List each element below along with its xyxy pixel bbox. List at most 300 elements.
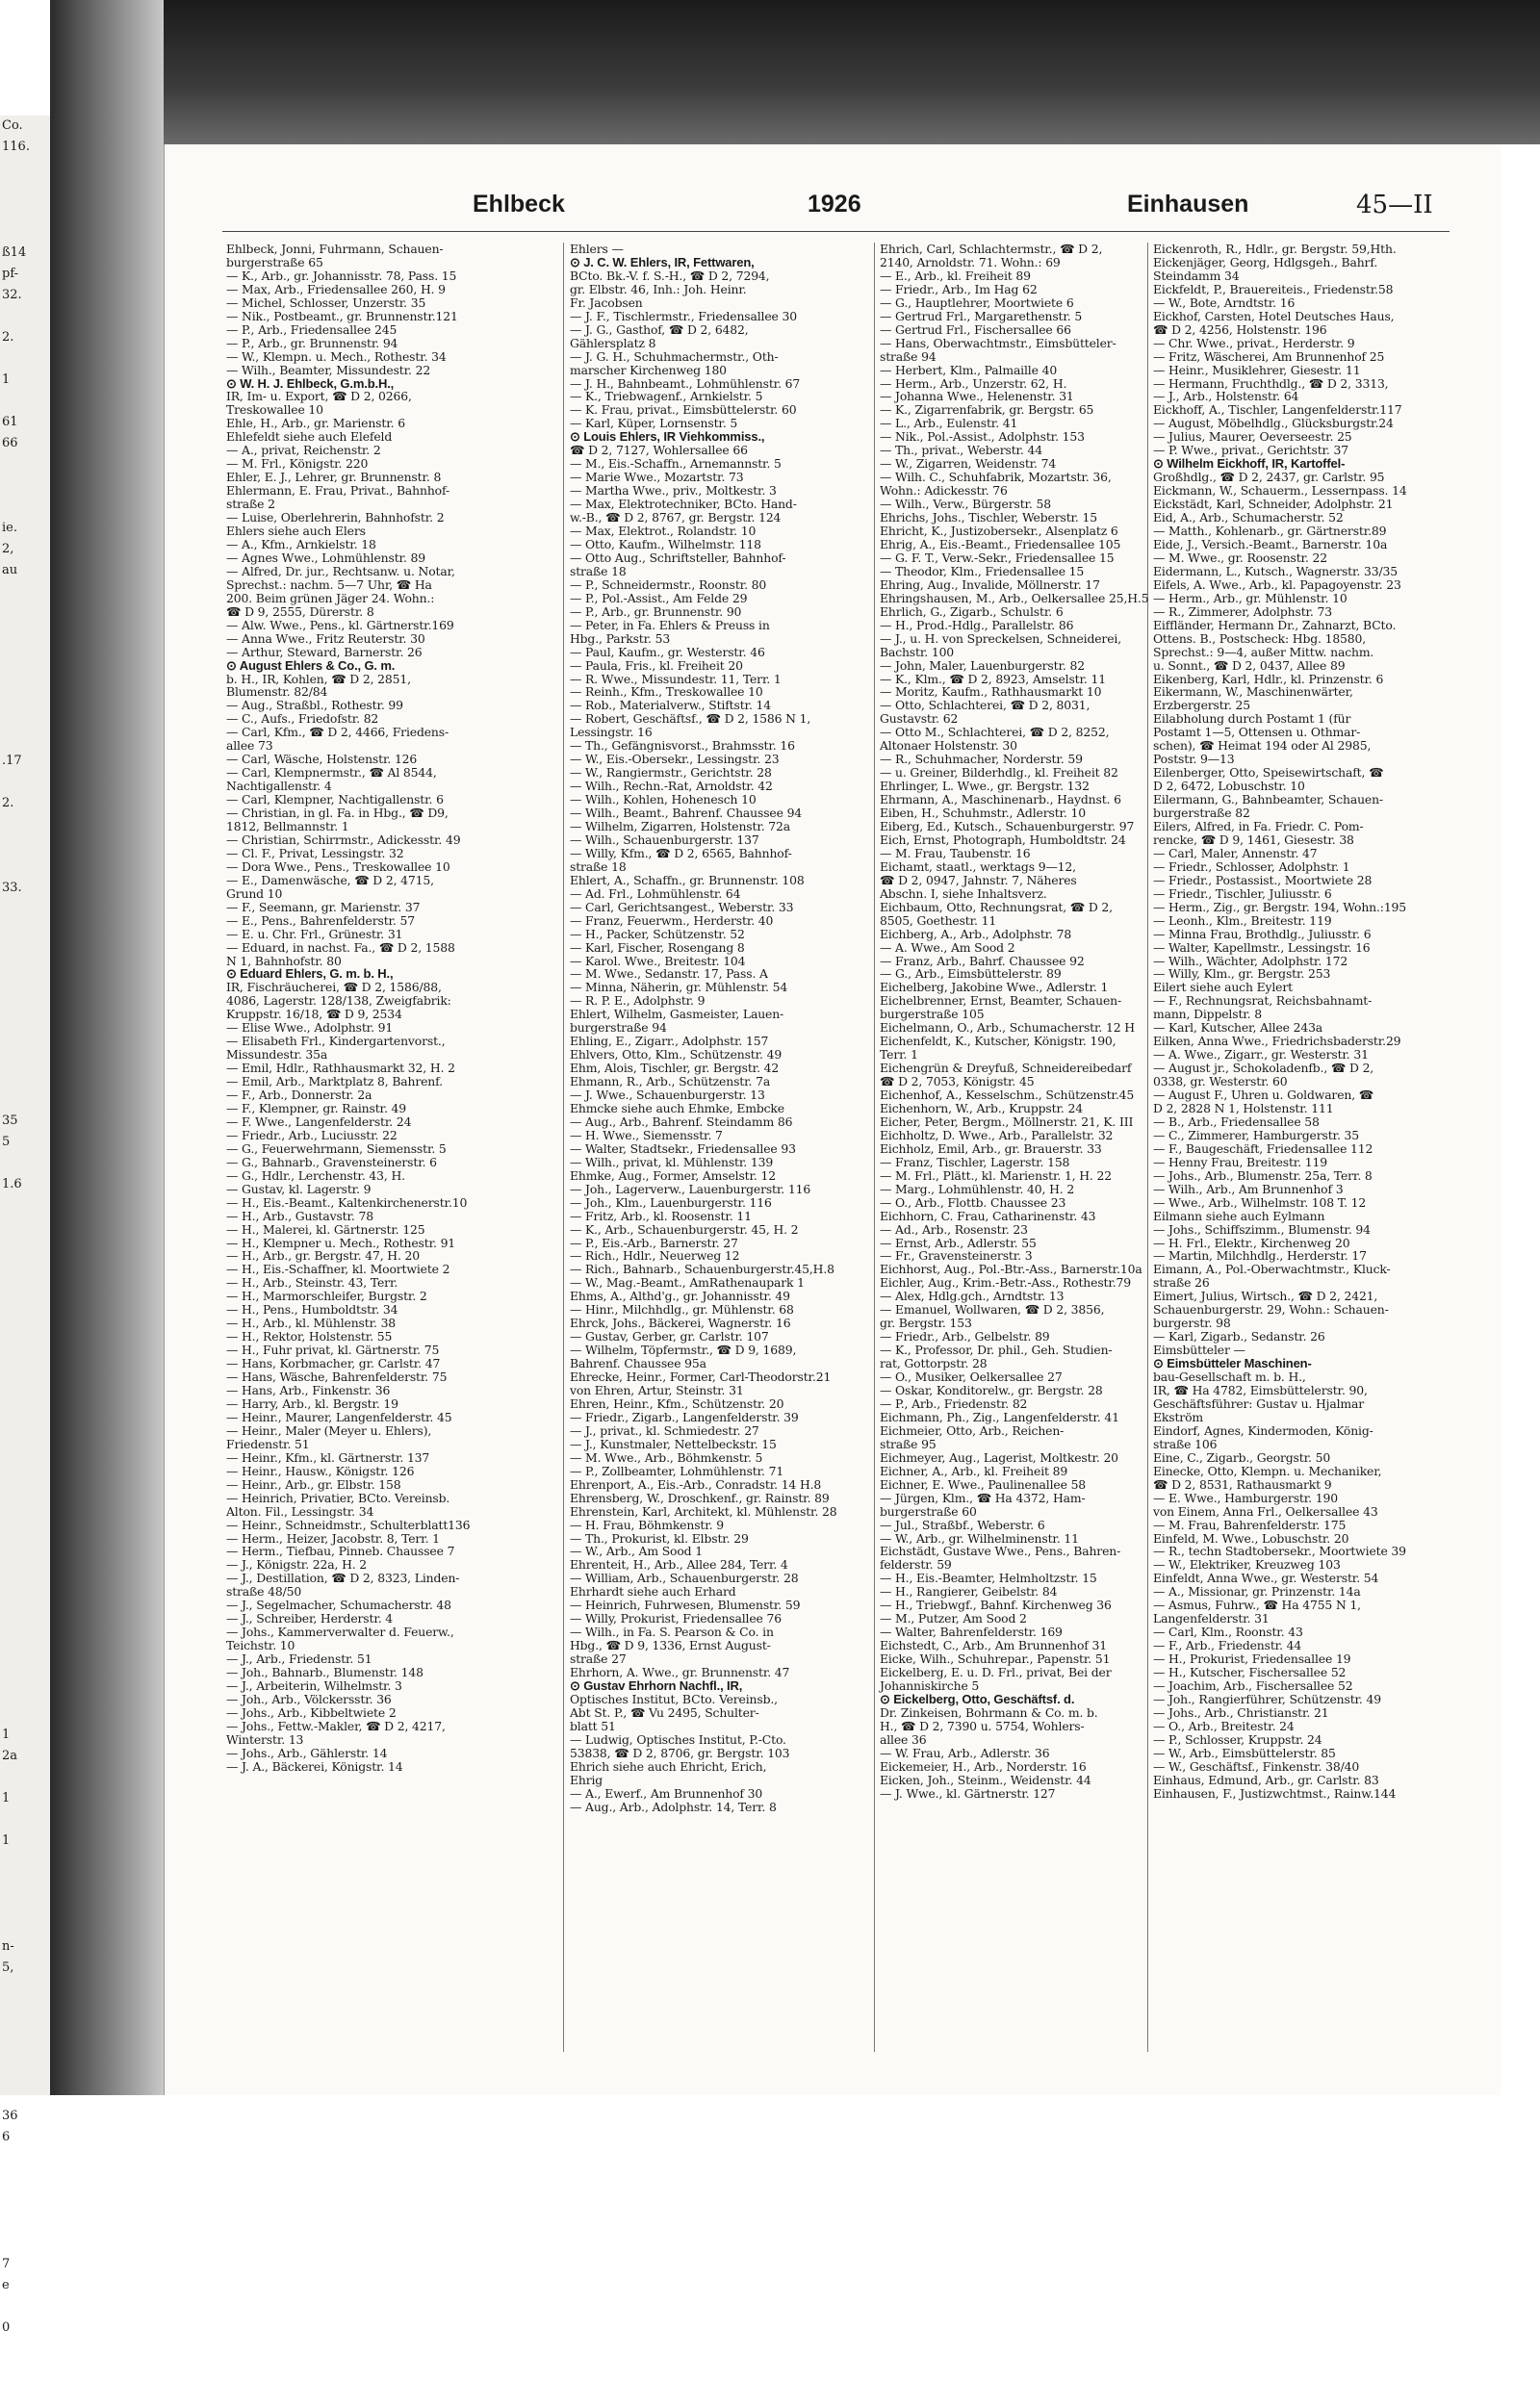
directory-entry: Einfeld, M. Wwe., Lobuschstr. 20 xyxy=(1153,1530,1349,1546)
directory-entry: — Marg., Lohmühlenstr. 40, H. 2 xyxy=(880,1181,1075,1196)
directory-entry: Abschn. I, siehe Inhaltsverz. xyxy=(880,885,1047,901)
directory-entry: burgerstr. 98 xyxy=(1153,1316,1231,1331)
directory-entry: IR, Fischräucherei, ☎ D 2, 1586/88, xyxy=(226,980,442,995)
directory-entry: — Johs., Fettw.-Makler, ☎ D 2, 4217, xyxy=(226,1718,446,1733)
directory-entry: — John, Maler, Lauenburgerstr. 82 xyxy=(880,657,1085,673)
directory-entry: 8505, Goethestr. 11 xyxy=(880,912,997,928)
directory-entry: Ehrenstein, Karl, Architekt, kl. Mühlenstr. 28 xyxy=(570,1503,837,1519)
directory-entry: — M. Wwe., Arb., Böhmkenstr. 5 xyxy=(570,1449,763,1465)
directory-entry: Einecke, Otto, Klempn. u. Mechaniker, xyxy=(1153,1463,1382,1478)
directory-entry: — W., Mag.-Beamt., AmRathenaupark 1 xyxy=(570,1275,805,1291)
directory-entry: — Gustav, Gerber, gr. Carlstr. 107 xyxy=(570,1329,769,1344)
directory-entry: burgerstraße 60 xyxy=(880,1503,977,1519)
directory-entry: burgerstraße 94 xyxy=(570,1020,667,1036)
directory-entry: — Ludwig, Optisches Institut, P.-Cto. xyxy=(570,1731,786,1747)
directory-entry: — W., Eis.-Obersekr., Lessingstr. 23 xyxy=(570,752,780,767)
directory-entry: Alton. Fil., Lessingstr. 34 xyxy=(226,1503,374,1519)
directory-entry: — Anna Wwe., Fritz Reuterstr. 30 xyxy=(226,630,425,646)
directory-entry: — J., Schreiber, Herderstr. 4 xyxy=(226,1611,394,1626)
directory-entry: Eickmann, W., Schauerm., Lessernpass. 14 xyxy=(1153,483,1407,499)
directory-entry: — F., Baugeschäft, Friedensallee 112 xyxy=(1153,1140,1373,1156)
facing-page-text xyxy=(0,2190,50,2212)
directory-entry: Ehms, A., Althd'g., gr. Johannisstr. 49 xyxy=(570,1289,790,1304)
directory-entry: — Matth., Kohlenarb., gr. Gärtnerstr.89 xyxy=(1153,524,1387,539)
directory-entry: — A., Ewerf., Am Brunnenhof 30 xyxy=(570,1785,763,1801)
directory-entry: — L., Arb., Eulenstr. 41 xyxy=(880,416,1018,431)
directory-column-4 xyxy=(1153,243,1473,2052)
directory-entry: — P., Zollbeamter, Lohmühlenstr. 71 xyxy=(570,1463,784,1478)
directory-entry: — Wilh., Arb., Am Brunnenhof 3 xyxy=(1153,1181,1344,1196)
directory-entry: — J., Kunstmaler, Nettelbeckstr. 15 xyxy=(570,1436,777,1451)
directory-entry: — Rich., Bahnarb., Schauenburgerstr.45,H.8 xyxy=(570,1262,834,1277)
directory-entry: Ehle, H., Arb., gr. Marienstr. 6 xyxy=(226,416,405,431)
directory-entry: — R. P. E., Adolphstr. 9 xyxy=(570,993,706,1009)
directory-entry: — Asmus, Fuhrw., ☎ Ha 4755 N 1, xyxy=(1153,1598,1361,1613)
facing-page-text: 36 xyxy=(2,2109,18,2123)
directory-entry: straße 18 xyxy=(570,563,627,578)
directory-entry: — Otto, Kaufm., Wilhelmstr. 118 xyxy=(570,536,761,551)
facing-page-text xyxy=(0,2085,50,2106)
directory-entry: — Friedr., Tischler, Juliusstr. 6 xyxy=(1153,885,1332,901)
scan-top-shadow xyxy=(50,0,1540,144)
directory-entry: — Christian, Schirrmstr., Adickesstr. 49 xyxy=(226,832,461,847)
directory-entry: — Wilh., in Fa. S. Pearson & Co. in xyxy=(570,1625,774,1640)
directory-entry: — J. F., Tischlermstr., Friedensallee 30 xyxy=(570,308,797,323)
directory-entry: Ehring, Aug., Invalide, Möllnerstr. 17 xyxy=(880,576,1100,592)
directory-entry: — Paul, Kaufm., gr. Westerstr. 46 xyxy=(570,644,765,659)
directory-entry: — Otto M., Schlachterei, ☎ D 2, 8252, xyxy=(880,725,1110,740)
directory-entry: — Michel, Schlosser, Unzerstr. 35 xyxy=(226,294,426,310)
directory-entry: straße 106 xyxy=(1153,1436,1218,1451)
directory-entry: Gustavstr. 62 xyxy=(880,711,959,727)
facing-page-text: 35 xyxy=(2,1114,18,1128)
directory-entry: — Johs., Arb., Kibbeltwiete 2 xyxy=(226,1704,397,1720)
directory-entry: — M. Frau, Bahrenfelderstr. 175 xyxy=(1153,1517,1347,1532)
directory-entry: Eikenberg, Karl, Hdlr., kl. Prinzenstr. 6 xyxy=(1153,671,1384,686)
directory-entry: — Harry, Arb., kl. Bergstr. 19 xyxy=(226,1395,398,1411)
directory-entry: Eilken, Anna Wwe., Friedrichsbaderstr.29 xyxy=(1153,1034,1401,1049)
facing-page-text xyxy=(0,1513,50,1534)
directory-entry: Eikermann, W., Maschinenwärter, xyxy=(1153,684,1353,700)
directory-entry: — M. Frau, Taubenstr. 16 xyxy=(880,845,1031,860)
directory-entry: Eickhof, Carsten, Hotel Deutsches Haus, xyxy=(1153,308,1395,323)
directory-entry: Ehrhardt siehe auch Erhard xyxy=(570,1584,736,1600)
directory-entry: — Elisabeth Frl., Kindergartenvorst., xyxy=(226,1034,446,1049)
facing-page-text xyxy=(0,1555,50,1576)
directory-entry: — M. Wwe., Sedanstr. 17, Pass. A xyxy=(570,966,768,982)
directory-entry: — P., Schneidermstr., Roonstr. 80 xyxy=(570,576,767,592)
directory-entry: Eichamt, staatl., werktags 9—12, xyxy=(880,858,1076,874)
facing-page-text xyxy=(0,962,50,984)
directory-entry: Postamt 1—5, Ottensen u. Othmar- xyxy=(1153,725,1361,740)
directory-entry: Hbg., Parkstr. 53 xyxy=(570,630,671,646)
directory-entry: Optisches Institut, BCto. Vereinsb., xyxy=(570,1691,778,1706)
directory-entry: Eickhoff, A., Tischler, Langenfelderstr.117 xyxy=(1153,402,1402,418)
facing-page-text xyxy=(0,581,50,602)
directory-entry: Eickelberg, E. u. D. Frl., privat, Bei der xyxy=(880,1665,1112,1680)
directory-entry: Terr. 1 xyxy=(880,1047,918,1062)
directory-entry: Eichholz, Emil, Arb., gr. Brauerstr. 33 xyxy=(880,1140,1102,1156)
column-divider xyxy=(563,243,564,2052)
directory-entry: — J., Arbeiterin, Wilhelmstr. 3 xyxy=(226,1677,402,1693)
directory-entry: — J. G. H., Schuhmachermstr., Oth- xyxy=(570,348,779,364)
directory-entry: — M. Frl., Plätt., kl. Marienstr. 1, H. 22 xyxy=(880,1167,1112,1183)
page-header xyxy=(165,191,1501,223)
directory-entry: Bahrenf. Chaussee 95a xyxy=(570,1356,706,1371)
facing-page-text: 33. xyxy=(2,881,22,895)
directory-entry: — Johs., Schiffszimm., Blumenstr. 94 xyxy=(1153,1221,1371,1237)
directory-entry: — Oskar, Konditorelw., gr. Bergstr. 28 xyxy=(880,1383,1103,1398)
directory-entry: — J., u. H. von Spreckelsen, Schneiderei, xyxy=(880,630,1121,646)
directory-entry: — Martin, Milchhdlg., Herderstr. 17 xyxy=(1153,1248,1367,1264)
directory-entry: — Hermann, Fruchthdlg., ☎ D 2, 3313, xyxy=(1153,375,1389,391)
directory-entry: 2140, Arnoldstr. 71. Wohn.: 69 xyxy=(880,254,1061,269)
directory-entry: — Hans, Korbmacher, gr. Carlstr. 47 xyxy=(226,1356,441,1371)
directory-entry: Eichberg, A., Arb., Adolphstr. 78 xyxy=(880,926,1072,941)
facing-page-text: .17 xyxy=(2,754,22,768)
facing-page-text: 0 xyxy=(2,2320,11,2335)
facing-page-text xyxy=(0,1471,50,1492)
directory-entry: Lessingstr. 16 xyxy=(570,725,653,740)
directory-entry: — Th., Gefängnisvorst., Brahmsstr. 16 xyxy=(570,738,795,754)
directory-entry: — H., Eis.-Beamter, Helmholtzstr. 15 xyxy=(880,1571,1097,1586)
directory-entry: Abt St. P., ☎ Vu 2495, Schulter- xyxy=(570,1704,759,1720)
directory-entry: Sprechst.: nachm. 5—7 Uhr, ☎ Ha xyxy=(226,576,432,592)
directory-entry: — P., Arb., Friedensallee 245 xyxy=(226,321,398,337)
directory-entry: blatt 51 xyxy=(570,1718,616,1733)
directory-entry: — R., techn Stadtobersekr., Moortwiete 39 xyxy=(1153,1544,1406,1559)
directory-entry: — O., Musiker, Oelkersallee 27 xyxy=(880,1370,1063,1385)
directory-entry: Eilers, Alfred, in Fa. Friedr. C. Pom- xyxy=(1153,818,1364,833)
directory-entry: Fr. Jacobsen xyxy=(570,294,643,310)
header-first-name: Ehlbeck xyxy=(473,191,565,218)
directory-entry: Ehlefeldt siehe auch Elefeld xyxy=(226,429,393,445)
facing-page-text: 2. xyxy=(2,330,14,345)
facing-page-text: 7 xyxy=(2,2257,11,2271)
directory-entry: — Carl, Wäsche, Holstenstr. 126 xyxy=(226,752,418,767)
directory-entry: — M., Putzer, Am Sood 2 xyxy=(880,1611,1027,1626)
directory-column-1 xyxy=(226,243,546,2052)
directory-entry: — G. F. T., Verw.-Sekr., Friedensallee 15 xyxy=(880,550,1115,565)
directory-entry: — Henny Frau, Breitestr. 119 xyxy=(1153,1154,1327,1169)
facing-page-text xyxy=(0,2169,50,2190)
facing-page-text xyxy=(0,1026,50,1047)
directory-entry: — Ad. Frl., Lohmühlenstr. 64 xyxy=(570,885,741,901)
facing-page-text: 1 xyxy=(2,372,11,387)
directory-entry: — Elise Wwe., Adolphstr. 91 xyxy=(226,1020,394,1036)
directory-entry: BCto. Bk.-V. f. S.-H., ☎ D 2, 7294, xyxy=(570,268,770,283)
directory-entry: ☎ D 2, 0947, Jahnstr. 7, Näheres xyxy=(880,872,1077,887)
directory-entry: Eid, A., Arb., Schumacherstr. 52 xyxy=(1153,510,1344,525)
directory-entry: u. Sonnt., ☎ D 2, 0437, Allee 89 xyxy=(1153,657,1346,673)
directory-entry: — Wilhelm, Töpfermstr., ☎ D 9, 1689, xyxy=(570,1343,797,1358)
facing-page-text: ß14 xyxy=(2,245,27,260)
directory-entry: Altonaer Holstenstr. 30 xyxy=(880,738,1017,754)
directory-entry: IR, ☎ Ha 4782, Eimsbüttelerstr. 90, xyxy=(1153,1383,1368,1398)
facing-page-text xyxy=(0,1852,50,1873)
directory-entry: — H., Prokurist, Friedensallee 19 xyxy=(1153,1651,1351,1667)
directory-entry: — R., Zimmerer, Adolphstr. 73 xyxy=(1153,603,1332,619)
directory-entry: — Dora Wwe., Pens., Treskowallee 10 xyxy=(226,858,450,874)
directory-entry: — Heinr., Maler (Meyer u. Ehlers), xyxy=(226,1422,432,1438)
directory-entry: Eide, J., Versich.-Beamt., Barnerstr. 10a xyxy=(1153,536,1388,551)
directory-entry: — G., Arb., Eimsbüttelerstr. 89 xyxy=(880,966,1062,982)
facing-page-text: 5 xyxy=(2,1135,11,1149)
directory-entry: — E., Pens., Bahrenfelderstr. 57 xyxy=(226,912,415,928)
directory-entry: — H., Kutscher, Fischersallee 52 xyxy=(1153,1665,1347,1680)
facing-page-text: 1 xyxy=(2,1791,11,1805)
facing-page-text xyxy=(0,1809,50,1831)
directory-entry: — Karol. Wwe., Breitestr. 104 xyxy=(570,953,746,968)
directory-entry: — Hans, Wäsche, Bahrenfelderstr. 75 xyxy=(226,1370,448,1385)
directory-entry: — Joh., Bahnarb., Blumenstr. 148 xyxy=(226,1665,424,1680)
directory-entry: Nachtigallenstr. 4 xyxy=(226,779,332,794)
facing-page-text xyxy=(0,941,50,962)
directory-entry: — Carl, Maler, Annenstr. 47 xyxy=(1153,845,1318,860)
directory-entry: — H., Arb., Steinstr. 43, Terr. xyxy=(226,1275,398,1291)
directory-entry: Großhdlg., ☎ D 2, 2437, gr. Carlstr. 95 xyxy=(1153,470,1385,485)
directory-entry: — Karl, Fischer, Rosengang 8 xyxy=(570,939,745,955)
directory-entry: Ehrich siehe auch Ehricht, Erich, xyxy=(570,1758,767,1774)
directory-entry: — Rob., Materialverw., Stiftstr. 14 xyxy=(570,698,771,713)
directory-entry: Eimsbütteler — xyxy=(1153,1343,1245,1358)
directory-entry: — Theodor, Klm., Friedensallee 15 xyxy=(880,563,1085,578)
directory-entry: — G., Feuerwehrmann, Siemensstr. 5 xyxy=(226,1140,447,1156)
directory-entry: ☎ D 9, 2555, Dürerstr. 8 xyxy=(226,603,374,619)
directory-entry: — Heinr., Kfm., kl. Gärtnerstr. 137 xyxy=(226,1449,430,1465)
directory-entry: Eichelbrenner, Ernst, Beamter, Schauen- xyxy=(880,993,1122,1009)
directory-entry: Eichhorst, Aug., Pol.-Btr.-Ass., Barnerstr.10a xyxy=(880,1262,1142,1277)
directory-entry: — P., Schlosser, Kruppstr. 24 xyxy=(1153,1731,1322,1747)
directory-entry: 0338, gr. Westerstr. 60 xyxy=(1153,1074,1288,1089)
directory-entry: ⊙ August Ehlers & Co., G. m. xyxy=(226,657,396,673)
facing-page-text xyxy=(0,2296,50,2317)
facing-page-text xyxy=(0,2233,50,2254)
facing-page-text xyxy=(0,497,50,518)
directory-entry: Eicke, Wilh., Schuhrepar., Papenstr. 51 xyxy=(880,1651,1111,1667)
directory-entry: Ehringshausen, M., Arb., Oelkersallee 25,H.5 xyxy=(880,590,1149,605)
directory-entry: Ehrecke, Heinr., Former, Carl-Theodorstr.21 xyxy=(570,1370,832,1385)
facing-page-text xyxy=(0,1767,50,1788)
directory-entry: bau-Gesellschaft m. b. H., xyxy=(1153,1370,1306,1385)
directory-entry: — Leonh., Klm., Breitestr. 119 xyxy=(1153,912,1332,928)
directory-entry: allee 36 xyxy=(880,1731,927,1747)
directory-entry: IR, Im- u. Export, ☎ D 2, 0266, xyxy=(226,389,412,404)
directory-entry: — Max, Elektrot., Rolandstr. 10 xyxy=(570,524,757,539)
facing-page-text: Co. xyxy=(2,118,23,133)
directory-entry: — Christian, in gl. Fa. in Hbg., ☎ D9, xyxy=(226,806,449,821)
directory-entry: ⊙ Gustav Ehrhorn Nachfl., IR, xyxy=(570,1677,743,1693)
facing-page-text xyxy=(0,666,50,687)
directory-entry: burgerstraße 105 xyxy=(880,1007,985,1022)
directory-entry: — Hinr., Milchhdlg., gr. Mühlenstr. 68 xyxy=(570,1302,794,1318)
directory-entry: Langenfelderstr. 31 xyxy=(1153,1611,1270,1626)
directory-entry: burgerstraße 65 xyxy=(226,254,323,269)
directory-entry: Ehrck, Johs., Bäckerei, Wagnerstr. 16 xyxy=(570,1316,791,1331)
directory-entry: — H., Prod.-Hdlg., Parallelstr. 86 xyxy=(880,617,1074,632)
directory-entry: — K., Arb., Schauenburgerstr. 45, H. 2 xyxy=(570,1221,799,1237)
directory-entry: — August jr., Schokoladenfb., ☎ D 2, xyxy=(1153,1061,1374,1076)
directory-entry: — Wilh. C., Schuhfabrik, Mozartstr. 36, xyxy=(880,470,1112,485)
directory-entry: ☎ D 2, 7053, Königstr. 45 xyxy=(880,1074,1035,1089)
directory-entry: Eichbaum, Otto, Rechnungsrat, ☎ D 2, xyxy=(880,899,1113,914)
directory-entry: Ehlert, A., Schaffn., gr. Brunnenstr. 108 xyxy=(570,872,805,887)
directory-entry: — August F., Uhren u. Goldwaren, ☎ xyxy=(1153,1088,1374,1103)
directory-entry: Ehrhorn, A. Wwe., gr. Brunnenstr. 47 xyxy=(570,1665,790,1680)
directory-entry: H., ☎ D 2, 7390 u. 5754, Wohlers- xyxy=(880,1718,1085,1733)
directory-entry: — Hans, Arb., Finkenstr. 36 xyxy=(226,1383,391,1398)
header-rule xyxy=(222,231,1450,232)
directory-entry: — H., Pens., Humboldtstr. 34 xyxy=(226,1302,398,1318)
directory-entry: — H. Wwe., Siemensstr. 7 xyxy=(570,1127,723,1142)
directory-entry: — Emil, Hdlr., Rathhausmarkt 32, H. 2 xyxy=(226,1061,455,1076)
directory-entry: — Joh., Rangierführer, Schützenstr. 49 xyxy=(1153,1691,1381,1706)
directory-entry: — E., Arb., kl. Freiheit 89 xyxy=(880,268,1031,283)
facing-page-text: 116. xyxy=(2,140,30,154)
directory-entry: — Heinr., Arb., gr. Elbstr. 158 xyxy=(226,1476,401,1492)
facing-page-text xyxy=(0,2148,50,2169)
directory-entry: straße 95 xyxy=(880,1436,937,1451)
facing-page-text xyxy=(0,454,50,475)
directory-entry: — J. H., Bahnbeamt., Lohmühlenstr. 67 xyxy=(570,375,801,391)
directory-entry: — Carl, Klm., Roonstr. 43 xyxy=(1153,1625,1303,1640)
directory-entry: — H., Fuhr privat, kl. Gärtnerstr. 75 xyxy=(226,1343,440,1358)
directory-entry: Schauenburgerstr. 29, Wohn.: Schauen- xyxy=(1153,1302,1389,1318)
directory-entry: — H., Klempner u. Mech., Rothestr. 91 xyxy=(226,1235,456,1250)
directory-entry: — W. Frau, Arb., Adlerstr. 36 xyxy=(880,1745,1050,1760)
directory-entry: Ehlvers, Otto, Klm., Schützenstr. 49 xyxy=(570,1047,783,1062)
directory-entry: — Cl. F., Privat, Lessingstr. 32 xyxy=(226,845,404,860)
directory-entry: Eiben, H., Schuhmstr., Adlerstr. 10 xyxy=(880,806,1086,821)
directory-entry: Eichmann, Ph., Zig., Langenfelderstr. 41 xyxy=(880,1409,1119,1424)
facing-page-text xyxy=(0,1661,50,1682)
facing-page-text: 2a xyxy=(2,1749,18,1763)
directory-entry: — Luise, Oberlehrerin, Bahnhofstr. 2 xyxy=(226,510,445,525)
facing-page-text xyxy=(0,1068,50,1089)
directory-entry: — F., Arb., Donnerstr. 2a xyxy=(226,1088,372,1103)
directory-entry: rencke, ☎ D 9, 1461, Giesestr. 38 xyxy=(1153,832,1354,847)
directory-entry: — Franz, Arb., Bahrf. Chaussee 92 xyxy=(880,953,1085,968)
directory-entry: Treskowallee 10 xyxy=(226,402,323,418)
directory-entry: Eilabholung durch Postamt 1 (für xyxy=(1153,711,1351,727)
directory-entry: Ottens. B., Postscheck: Hbg. 18580, xyxy=(1153,630,1367,646)
directory-entry: — Wwe., Arb., Wilhelmstr. 108 T. 12 xyxy=(1153,1194,1367,1210)
directory-entry: — C., Aufs., Friedofstr. 82 xyxy=(226,711,379,727)
facing-page-text: 61 xyxy=(2,415,18,429)
directory-entry: — A., Kfm., Arnkielstr. 18 xyxy=(226,536,376,551)
facing-page-text xyxy=(0,772,50,793)
directory-entry: — Wilh., Kohlen, Hohenesch 10 xyxy=(570,792,757,807)
directory-entry: Ekström xyxy=(1153,1409,1203,1424)
directory-entry: Eichmeier, Otto, Arb., Reichen- xyxy=(880,1422,1065,1438)
directory-entry: — K., Klm., ☎ D 2, 8923, Amselstr. 11 xyxy=(880,671,1106,686)
directory-entry: — Arthur, Steward, Barnerstr. 26 xyxy=(226,644,423,659)
directory-entry: Einfeldt, Anna Wwe., gr. Westerstr. 54 xyxy=(1153,1571,1379,1586)
directory-entry: — Wilh., Wächter, Adolphstr. 172 xyxy=(1153,953,1348,968)
directory-entry: — Minna Frau, Brothdlg., Juliusstr. 6 xyxy=(1153,926,1372,941)
directory-entry: Wohn.: Adickesstr. 76 xyxy=(880,483,1008,499)
directory-entry: Eich, Ernst, Photograph, Humboldtstr. 24 xyxy=(880,832,1126,847)
directory-entry: — J., Destillation, ☎ D 2, 8323, Linden- xyxy=(226,1571,460,1586)
directory-entry: ⊙ Eimsbütteler Maschinen- xyxy=(1153,1356,1312,1371)
directory-entry: — Joh., Arb., Völckersstr. 36 xyxy=(226,1691,392,1706)
directory-entry: — Herm., Zig., gr. Bergstr. 194, Wohn.:195 xyxy=(1153,899,1407,914)
directory-entry: — Aug., Straßbl., Rothestr. 99 xyxy=(226,698,403,713)
directory-entry: — Otto Aug., Schriftsteller, Bahnhof- xyxy=(570,550,786,565)
directory-entry: ⊙ W. H. J. Ehlbeck, G.m.b.H., xyxy=(226,375,395,391)
directory-entry: Ehmcke siehe auch Ehmke, Embcke xyxy=(570,1101,784,1115)
directory-entry: Eindorf, Agnes, Kindermoden, König- xyxy=(1153,1422,1373,1438)
facing-page-text xyxy=(0,158,50,179)
directory-entry: — Peter, in Fa. Ehlers & Preuss in xyxy=(570,617,770,632)
directory-entry: — Gustav, kl. Lagerstr. 9 xyxy=(226,1181,372,1196)
directory-entry: — O., Arb., Flottb. Chaussee 23 xyxy=(880,1194,1066,1210)
facing-page-text xyxy=(0,857,50,878)
facing-page-text: 5, xyxy=(2,1960,14,1975)
directory-entry: — Karl, Küper, Lornsenstr. 5 xyxy=(570,416,738,431)
directory-entry: Eichenhof, A., Kesselschm., Schützenstr.45 xyxy=(880,1088,1135,1103)
directory-entry: Einhaus, Edmund, Arb., gr. Carlstr. 83 xyxy=(1153,1772,1379,1787)
directory-entry: — J. G., Gasthof, ☎ D 2, 6482, xyxy=(570,321,749,337)
directory-entry: allee 73 xyxy=(226,738,273,754)
directory-entry: — Johanna Wwe., Helenenstr. 31 xyxy=(880,389,1074,404)
directory-page xyxy=(164,144,1501,2095)
directory-entry: — H., Malerei, kl. Gärtnerstr. 125 xyxy=(226,1221,425,1237)
facing-page-text xyxy=(0,1598,50,1619)
directory-entry: — A., privat, Reichenstr. 2 xyxy=(226,443,381,458)
facing-page-text xyxy=(0,1915,50,1936)
directory-entry: Ehrlinger, L. Wwe., gr. Bergstr. 132 xyxy=(880,779,1090,794)
directory-entry: Eichhorn, C. Frau, Catharinenstr. 43 xyxy=(880,1208,1096,1223)
directory-entry: — K., Professor, Dr. phil., Geh. Studien- xyxy=(880,1343,1113,1358)
directory-entry: — H., Rektor, Holstenstr. 55 xyxy=(226,1329,393,1344)
facing-page-text xyxy=(0,1216,50,1238)
directory-entry: — W., Arb., Eimsbüttelerstr. 85 xyxy=(1153,1745,1336,1760)
directory-entry: — K., Zigarrenfabrik, gr. Bergstr. 65 xyxy=(880,402,1094,418)
directory-entry: — E. Wwe., Hamburgerstr. 190 xyxy=(1153,1490,1338,1505)
directory-entry: Eichstädt, Gustave Wwe., Pens., Bahren- xyxy=(880,1544,1121,1559)
directory-entry: — Joh., Klm., Lauenburgerstr. 116 xyxy=(570,1194,772,1210)
directory-entry: — H. Frl., Elektr., Kirchenweg 20 xyxy=(1153,1235,1350,1250)
facing-page-text xyxy=(0,1301,50,1322)
directory-entry: Ehlbeck, Jonni, Fuhrmann, Schauen- xyxy=(226,242,444,256)
directory-entry: Ehmke, Aug., Former, Amselstr. 12 xyxy=(570,1167,776,1183)
directory-entry: Eicken, Joh., Steinm., Weidenstr. 44 xyxy=(880,1772,1091,1787)
facing-page-text: 1 xyxy=(2,1728,11,1742)
directory-entry: — M., Eis.-Schaffn., Arnemannstr. 5 xyxy=(570,456,782,472)
facing-page-text: au xyxy=(2,563,18,577)
directory-entry: — J., Segelmacher, Schumacherstr. 48 xyxy=(226,1598,451,1613)
directory-entry: felderstr. 59 xyxy=(880,1557,952,1573)
facing-page-text: 1 xyxy=(2,1833,11,1848)
directory-entry: — W., Geschäftsf., Finkenstr. 38/40 xyxy=(1153,1758,1360,1774)
directory-entry: — Johs., Arb., Christianstr. 21 xyxy=(1153,1704,1329,1720)
directory-entry: Eichenhorn, W., Arb., Kruppstr. 24 xyxy=(880,1101,1083,1115)
facing-page-text xyxy=(0,1619,50,1640)
directory-entry: — J. Wwe., Schauenburgerstr. 13 xyxy=(570,1088,765,1103)
facing-page-text xyxy=(0,1534,50,1555)
directory-entry: Poststr. 9—13 xyxy=(1153,752,1235,767)
directory-entry: — F., Seemann, gr. Marienstr. 37 xyxy=(226,899,421,914)
directory-entry: — H., Arb., kl. Mühlenstr. 38 xyxy=(226,1316,397,1331)
directory-entry: — F., Arb., Friedenstr. 44 xyxy=(1153,1638,1302,1653)
directory-entry: — H., Eis.-Schaffner, kl. Moortwiete 2 xyxy=(226,1262,450,1277)
facing-page-text: 2, xyxy=(2,542,14,556)
directory-entry: — Willy, Kfm., ☎ D 2, 6565, Bahnhof- xyxy=(570,845,792,860)
directory-entry: straße 26 xyxy=(1153,1275,1210,1291)
facing-page-text xyxy=(0,1238,50,1259)
directory-entry: Eidermann, L., Kutsch., Wagnerstr. 33/35 xyxy=(1153,563,1398,578)
